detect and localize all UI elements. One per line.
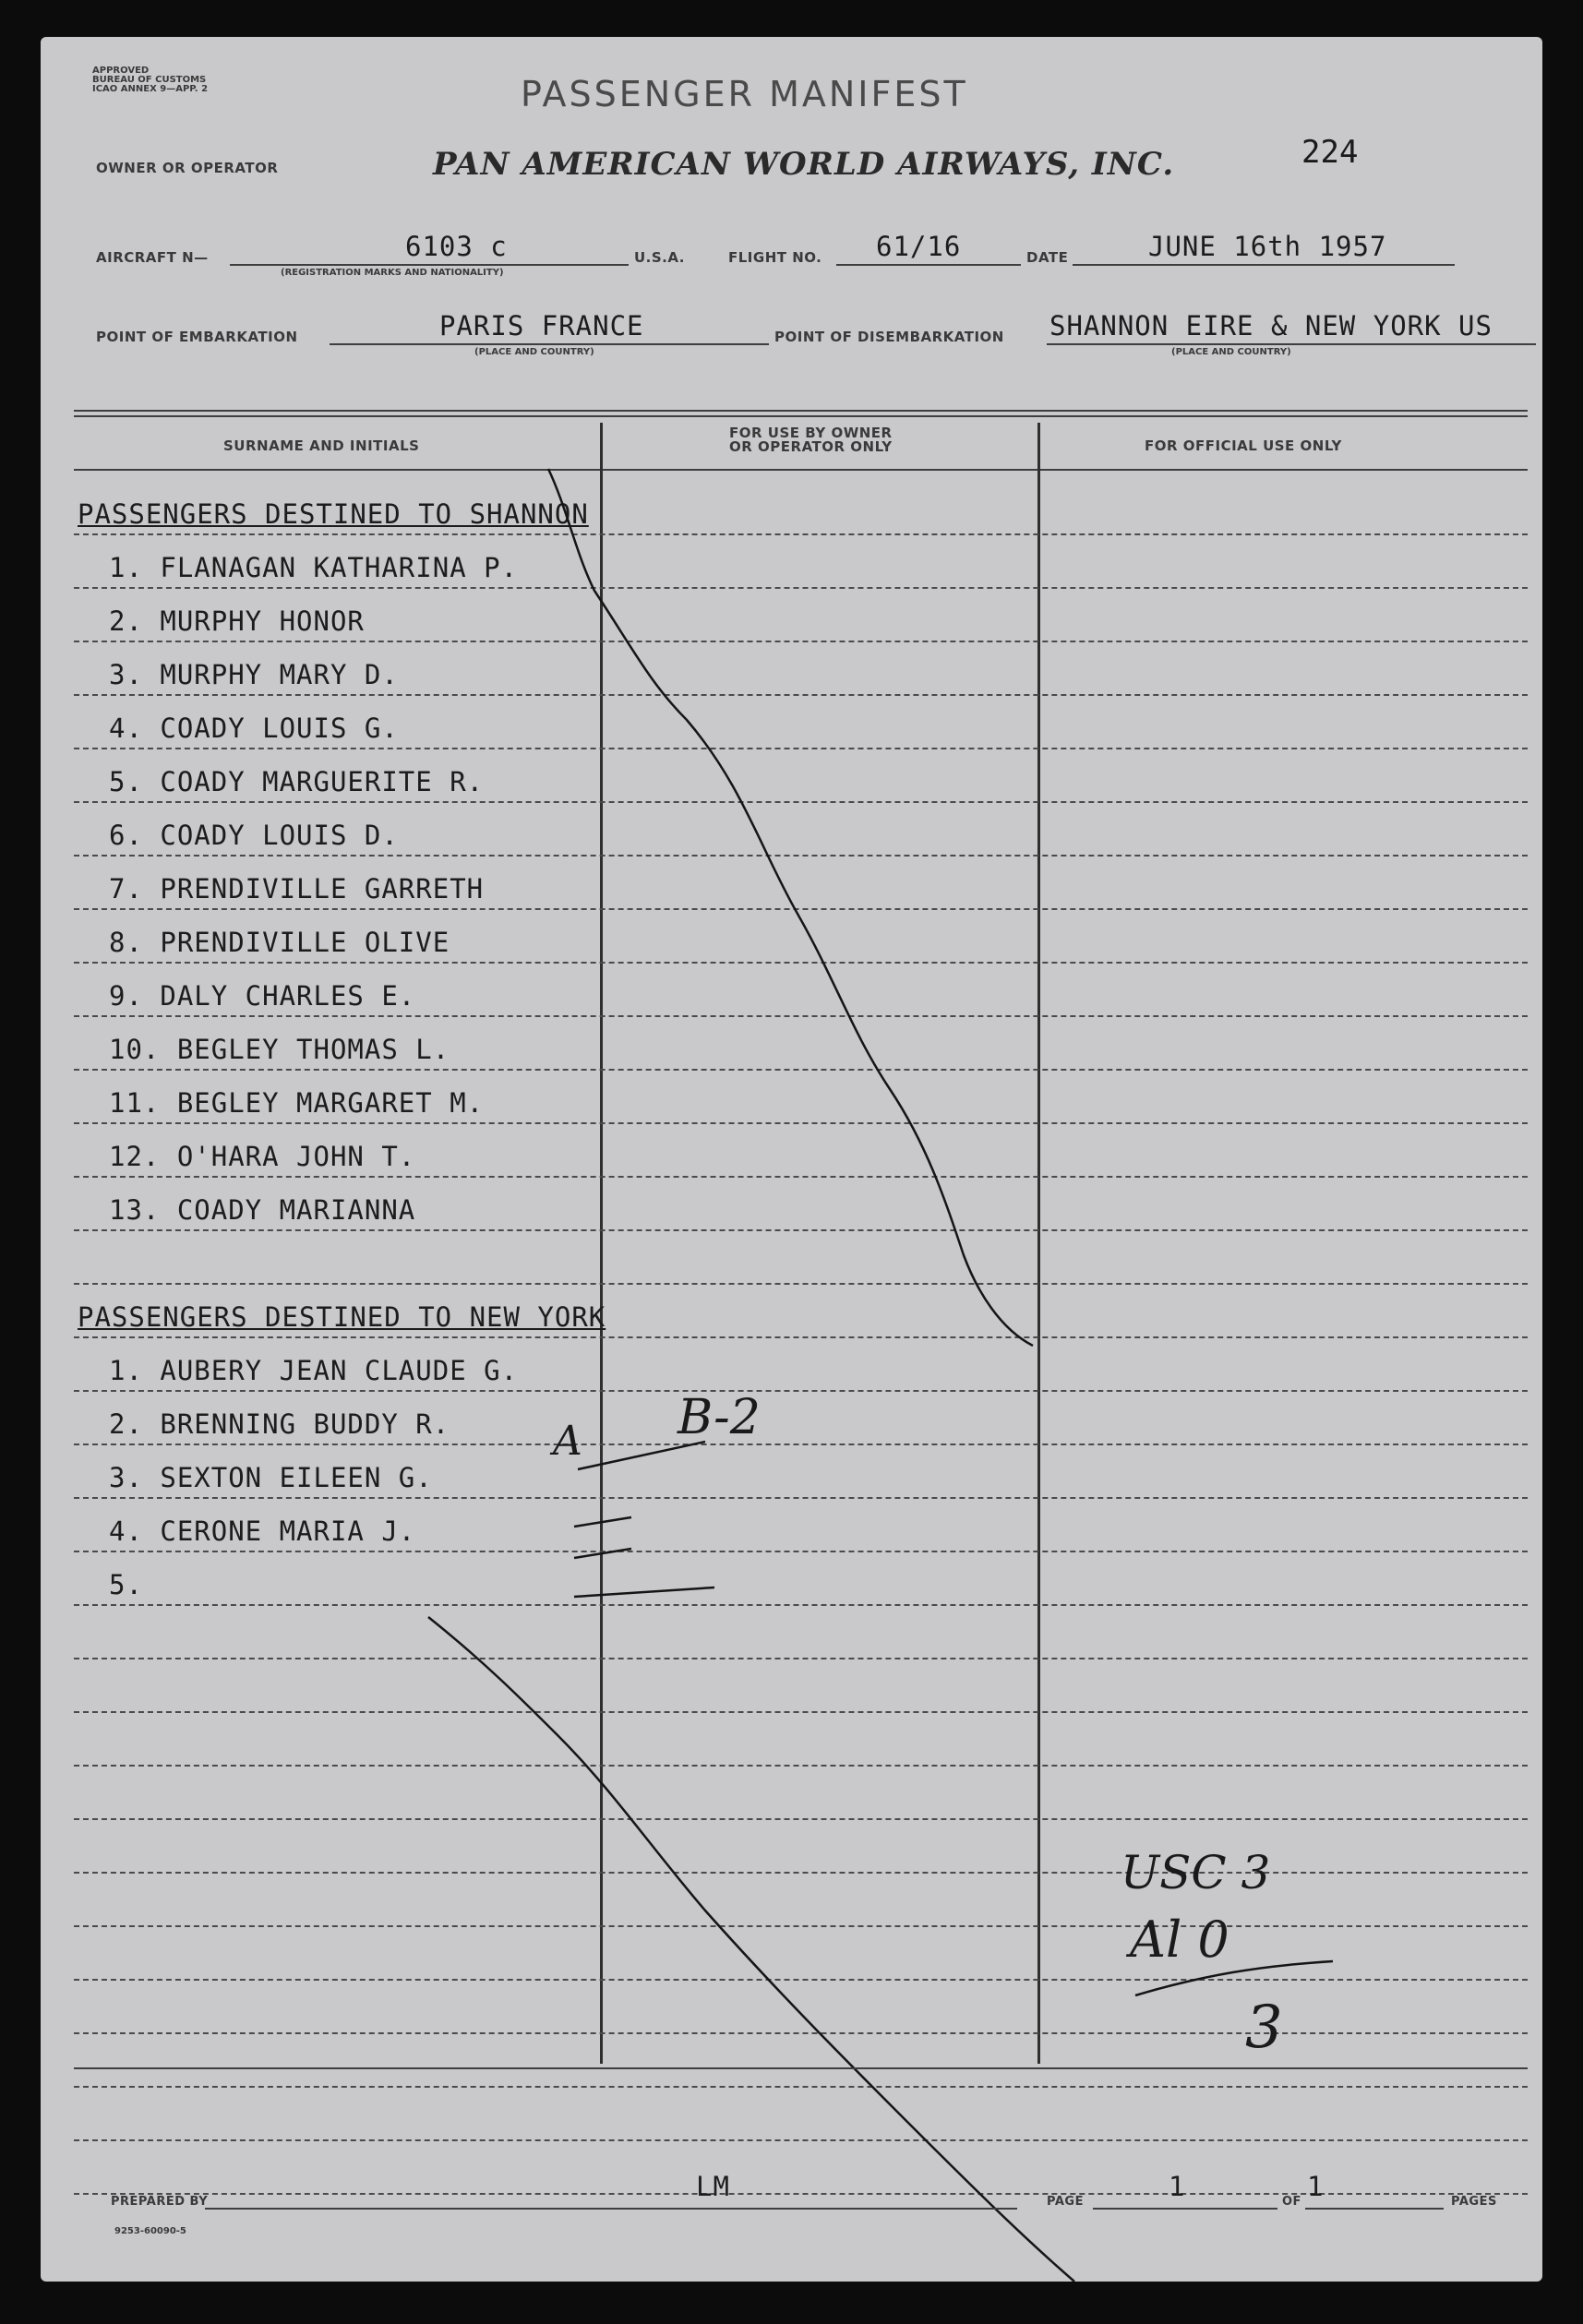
handwritten-page-number: 224 [1301, 134, 1359, 171]
form-title: PASSENGER MANIFEST [521, 74, 968, 114]
manifest-form [41, 37, 1542, 2282]
embarkation-caption: (PLACE AND COUNTRY) [474, 347, 594, 357]
passenger-row: 2. BRENNING BUDDY R. [109, 1408, 450, 1440]
owner-value: PAN AMERICAN WORLD AIRWAYS, INC. [433, 146, 1175, 183]
handwritten-al: Al 0 [1130, 1911, 1229, 1969]
pages-label: PAGES [1451, 2195, 1497, 2209]
approval-line-2: BUREAU OF CUSTOMS [92, 75, 207, 85]
passenger-row: 3. MURPHY MARY D. [109, 659, 399, 690]
approval-line-1: APPROVED [92, 66, 150, 76]
column-header-official-use: FOR OFFICIAL USE ONLY [1145, 437, 1342, 454]
handwriting-overlay [41, 37, 1542, 2282]
dash-mark-1 [578, 1442, 705, 1469]
passenger-row: 4. COADY LOUIS G. [109, 713, 399, 744]
passenger-row: 5. COADY MARGUERITE R. [109, 766, 485, 797]
passenger-row: 6. COADY LOUIS D. [109, 820, 399, 851]
owner-use-line-1: FOR USE BY OWNER [729, 425, 893, 441]
disembarkation-value: SHANNON EIRE & NEW YORK US [1049, 310, 1493, 341]
passenger-row: 8. PRENDIVILLE OLIVE [109, 927, 450, 958]
page-label: PAGE [1047, 2195, 1084, 2209]
registration-caption: (REGISTRATION MARKS AND NATIONALITY) [281, 268, 504, 278]
passenger-row: 5. [109, 1569, 143, 1600]
aircraft-value: 6103 c [405, 231, 508, 262]
dash-mark-2 [574, 1517, 631, 1527]
owner-use-line-2: OR OPERATOR ONLY [729, 438, 893, 455]
section-heading: PASSENGERS DESTINED TO NEW YORK [78, 1301, 606, 1333]
passenger-row: 1. AUBERY JEAN CLAUDE G. [109, 1355, 519, 1386]
aircraft-label: AIRCRAFT N— [96, 249, 209, 266]
flight-value: 61/16 [876, 231, 962, 262]
date-value: JUNE 16th 1957 [1148, 231, 1387, 262]
disembarkation-caption: (PLACE AND COUNTRY) [1171, 347, 1291, 357]
disembarkation-label: POINT OF DISEMBARKATION [774, 329, 1004, 345]
passenger-row: 10. BEGLEY THOMAS L. [109, 1034, 450, 1065]
passenger-row: 7. PRENDIVILLE GARRETH [109, 873, 485, 904]
handwritten-usc: USC 3 [1121, 1846, 1271, 1899]
strike-line-newyork [428, 1617, 1074, 2282]
form-number: 9253-60090-5 [114, 2226, 186, 2236]
approval-line-3: ICAO ANNEX 9—APP. 2 [92, 84, 209, 94]
column-header-surname: SURNAME AND INITIALS [223, 437, 420, 454]
nationality: U.S.A. [634, 249, 685, 266]
pages-value: 1 [1307, 2171, 1325, 2202]
section-heading: PASSENGERS DESTINED TO SHANNON [78, 498, 589, 530]
page-value: 1 [1169, 2171, 1186, 2202]
passenger-row: 13. COADY MARIANNA [109, 1194, 416, 1226]
passenger-row: 1. FLANAGAN KATHARINA P. [109, 552, 519, 583]
prepared-by-label: PREPARED BY [111, 2195, 209, 2209]
embarkation-label: POINT OF EMBARKATION [96, 329, 298, 345]
passenger-row: 12. O'HARA JOHN T. [109, 1141, 416, 1172]
passenger-row: 9. DALY CHARLES E. [109, 980, 416, 1012]
date-label: DATE [1026, 249, 1069, 266]
passenger-row: 11. BEGLEY MARGARET M. [109, 1087, 485, 1119]
embarkation-value: PARIS FRANCE [439, 310, 644, 341]
strike-line-shannon [548, 469, 1033, 1346]
owner-label: OWNER OR OPERATOR [96, 160, 279, 176]
dash-mark-3 [574, 1549, 631, 1558]
handwritten-b2: B-2 [678, 1390, 761, 1445]
handwritten-mark-a: A [553, 1418, 582, 1465]
passenger-row: 2. MURPHY HONOR [109, 605, 365, 637]
passenger-row: 4. CERONE MARIA J. [109, 1515, 416, 1547]
dash-mark-4 [574, 1587, 714, 1597]
passenger-row: 3. SEXTON EILEEN G. [109, 1462, 433, 1493]
of-label: OF [1282, 2195, 1301, 2209]
flight-label: FLIGHT NO. [728, 249, 822, 266]
handwritten-total: 3 [1245, 1994, 1283, 2062]
preparer-initials: LM [696, 2171, 730, 2202]
